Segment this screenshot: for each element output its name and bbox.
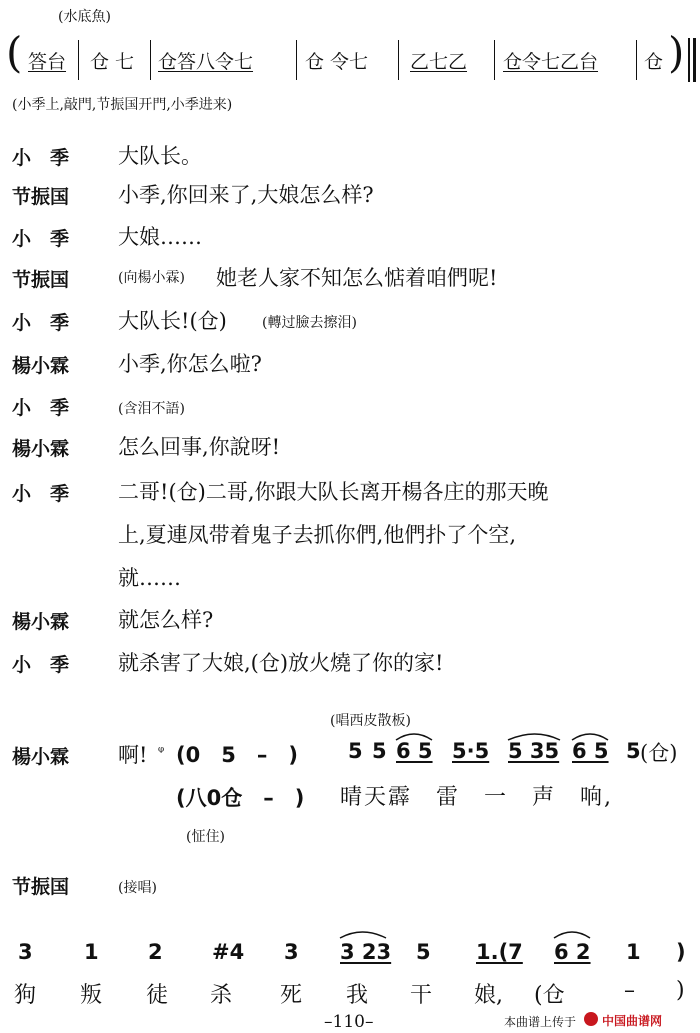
- note: 3: [18, 940, 33, 964]
- speaker-name: 小 季: [12, 147, 70, 169]
- percussion-cell-2: 仓 七: [90, 51, 135, 73]
- slur-marks: [0, 722, 700, 762]
- note: 5 35: [508, 739, 560, 763]
- notation-rest: (八0仓 – ): [176, 786, 305, 810]
- ornament-mark: ᵠ: [158, 744, 165, 760]
- upload-credit: 本曲谱上传于: [504, 1015, 577, 1029]
- speaker-name: 小 季: [12, 312, 70, 334]
- percussion-cell-6: 仓令七乙台: [503, 51, 599, 73]
- percussion-cue: (仓): [640, 741, 678, 765]
- lyric-char: –: [624, 978, 635, 1003]
- dialogue-line: 小季,你回来了,大娘怎么样?: [118, 183, 374, 207]
- lyric-char: ): [676, 978, 685, 1003]
- dialogue-line: 就杀害了大娘,(仓)放火燒了你的家!: [118, 651, 444, 675]
- lyric-char: 徒: [146, 983, 169, 1008]
- stage-aside: (轉过臉去擦泪): [262, 315, 357, 331]
- note: 5: [416, 940, 431, 964]
- speaker-name: 楊小霖: [12, 746, 70, 768]
- dialogue-line: 就怎么样?: [118, 608, 214, 632]
- lyric-line: 晴天霹 雷 一 声 响,: [340, 785, 613, 810]
- note: 6 5: [572, 739, 609, 763]
- note: 5: [348, 739, 363, 763]
- lyric-char: (仓: [534, 983, 565, 1008]
- dialogue-line: 就……: [118, 566, 181, 590]
- note: 2: [148, 940, 163, 964]
- end-bar-line: [693, 38, 696, 82]
- dialogue-line: 二哥!(仓)二哥,你跟大队长离开楊各庄的那天晚: [118, 480, 549, 504]
- lyric-char: 娘,: [474, 983, 503, 1008]
- stage-aside: (怔住): [186, 829, 225, 845]
- speaker-name: 楊小霖: [12, 355, 70, 377]
- page-number: –110–: [324, 1012, 374, 1032]
- dialogue-line: 她老人家不知怎么惦着咱們呢!: [216, 266, 498, 290]
- end-bar-line: [688, 38, 690, 82]
- percussion-cell-4: 仓 令七: [305, 51, 369, 73]
- note: ): [676, 940, 686, 964]
- bar-line: [78, 40, 79, 80]
- stage-direction: (小季上,敲門,节振国开門,小季进来): [12, 97, 233, 113]
- speaker-name: 节振国: [12, 186, 70, 208]
- note: 1.(7: [476, 940, 523, 964]
- dialogue-line: 上,夏連凤带着鬼子去抓你們,他們扑了个空,: [118, 523, 517, 547]
- note: 3: [284, 940, 299, 964]
- percussion-cell-7: 仓: [644, 51, 664, 73]
- lyric-char: 我: [346, 983, 369, 1008]
- percussion-cell-1: 答台: [28, 51, 67, 73]
- tune-label: (水底魚): [58, 9, 111, 25]
- speaker-name: 楊小霖: [12, 611, 70, 633]
- bar-line: [150, 40, 151, 80]
- lyric-char: 狗: [14, 983, 37, 1008]
- dialogue-line: 小季,你怎么啦?: [118, 352, 262, 376]
- speaker-name: 小 季: [12, 228, 70, 250]
- percussion-cell-5: 乙七乙: [410, 51, 468, 73]
- dialogue-line: 大娘……: [118, 225, 202, 249]
- notation-rest: (0 5 – ): [176, 743, 298, 767]
- speaker-name: 节振国: [12, 876, 70, 898]
- dialogue-line: 大队长。: [118, 144, 202, 168]
- dialogue-line: 怎么回事,你說呀!: [118, 435, 281, 459]
- note: 5: [626, 739, 641, 763]
- dialogue-line: 大队长!(仓): [118, 309, 227, 333]
- bar-line: [296, 40, 297, 80]
- site-logo-icon: [584, 1012, 598, 1026]
- lyric-char: 死: [280, 983, 303, 1008]
- note: 5: [372, 739, 387, 763]
- stage-aside: (接唱): [118, 880, 157, 896]
- speaker-name: 小 季: [12, 654, 70, 676]
- site-name[interactable]: 中国曲谱网: [602, 1014, 663, 1028]
- note: 6 2: [554, 940, 591, 964]
- speaker-name: 小 季: [12, 397, 70, 419]
- speaker-name: 小 季: [12, 483, 70, 505]
- note: #4: [212, 940, 245, 964]
- note: 5·5: [452, 739, 490, 763]
- speaker-name: 楊小霖: [12, 438, 70, 460]
- song-label: (唱西皮散板): [330, 713, 411, 729]
- percussion-cell-3: 仓答八令七: [158, 51, 254, 73]
- lyric-char: 干: [410, 983, 433, 1008]
- lyric-char: 杀: [210, 983, 233, 1008]
- speaker-name: 节振国: [12, 269, 70, 291]
- lyric-char: 叛: [80, 983, 103, 1008]
- note: 1: [626, 940, 641, 964]
- stage-aside: (向楊小霖): [118, 270, 185, 286]
- note: 3 23: [340, 940, 392, 964]
- stage-aside: (含泪不語): [118, 401, 185, 417]
- bar-line: [494, 40, 495, 80]
- note: 1: [84, 940, 99, 964]
- percussion-open-paren: (: [6, 28, 23, 77]
- bar-line: [636, 40, 637, 80]
- exclamation: 啊!: [118, 743, 148, 767]
- bar-line: [398, 40, 399, 80]
- note: 6 5: [396, 739, 433, 763]
- slur-marks: [0, 922, 700, 952]
- percussion-close-paren: ): [668, 28, 685, 77]
